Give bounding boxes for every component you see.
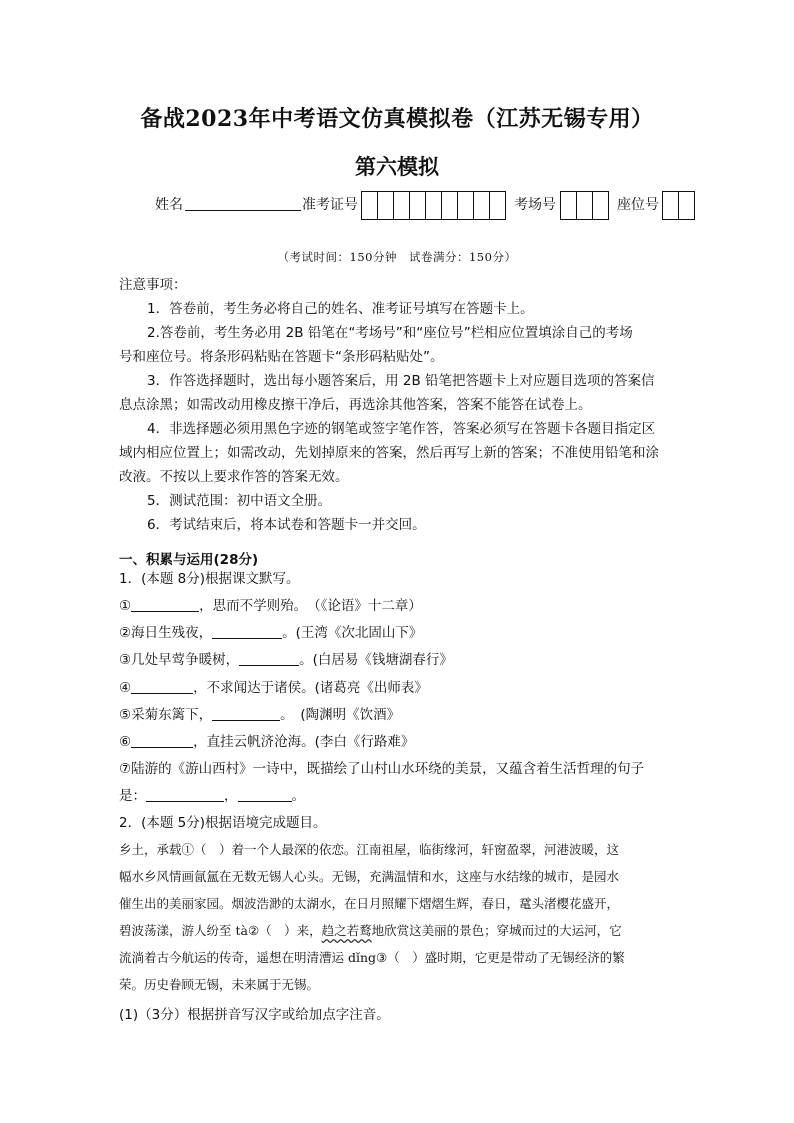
notice-item: 3．作答选择题时，选出每小题答案后，用 2B 铅笔把答题卡上对应题目选项的答案信 — [147, 373, 655, 389]
exam-time-score: （考试时间：150分钟 试卷满分：150分） — [277, 250, 517, 264]
notice-item: 4．非选择题必须用黑色字迹的钢笔或签字笔作答，答案必须写在答题卡各题目指定区 — [147, 421, 656, 437]
recitation-line-3: ③几处早莺争暖树， 。(白居易《钱塘湖春行》 — [119, 652, 453, 668]
answer-blank[interactable] — [212, 706, 280, 721]
candidate-info-row — [155, 191, 715, 223]
notice-item: 号和座位号。将条形码粘贴在答题卡“条形码粘贴处”。 — [119, 349, 444, 365]
passage-line: 幅水乡风情画氤氲在无数无锡人心头。无锡，充满温情和水，这座与水结缘的城市，是园水 — [119, 869, 620, 884]
notice-item: 改液。不按以上要求作答的答案无效。 — [119, 469, 349, 485]
passage-line: 流淌着古今航运的传奇，遥想在明清漕运 dǐng③（ ）盛时期，它更是带动了无锡经济的繁 — [119, 950, 625, 965]
answer-blank[interactable] — [238, 787, 292, 802]
passage-line: 乡土，承载①（ ）着一个人最深的依恋。江南祖屋，临街缘河，轩窗盈翠，河港波暖，这 — [119, 842, 620, 857]
name-field[interactable] — [185, 210, 301, 211]
passage-line: 碧波荡漾，游人纷至 tà②（ ）来，趋之若鹜地欣赏这美丽的景色；穿城而过的大运河，它 — [119, 923, 622, 938]
recitation-line-7: ⑦陆游的《游山西村》一诗中，既描绘了山村山水环绕的美景，又蕴含着生活哲理的句子 — [119, 761, 645, 777]
section-heading: 一、积累与运用(28分) — [119, 552, 259, 568]
recitation-line-1: ① ，思而不学则殆。 （《论语》十二章） — [119, 598, 422, 614]
recitation-line-2: ②海日生残夜， 。(王湾《次北固山下》 — [119, 625, 423, 641]
page-title: 备战2023年中考语文仿真模拟卷（江苏无锡专用） — [140, 106, 654, 132]
answer-blank[interactable] — [146, 787, 224, 802]
passage-line: 催生出的美丽家园。烟波浩渺的太湖水，在日月照耀下熠熠生辉，春日，鼋头渚樱花盛开， — [119, 896, 620, 911]
recitation-line-7-answer: 是： ， 。 — [119, 788, 305, 804]
notice-item: 6．考试结束后，将本试卷和答题卡一并交回。 — [147, 517, 426, 533]
notice-heading: 注意事项： — [119, 277, 187, 293]
seat-label: 座位号 — [617, 197, 659, 213]
notice-item: 域内相应位置上；如需改动，先划掉原来的答案，然后再写上新的答案；不准使用铅笔和涂 — [119, 445, 659, 461]
passage-line: 荣。历史眷顾无锡，未来属于无锡。 — [119, 977, 320, 992]
notice-item: 2.答卷前，考生务必用 2B 铅笔在“考场号”和“座位号”栏相应位置填涂自己的考场 — [147, 325, 633, 341]
recitation-line-6: ⑥ ，直挂云帆济沧海。(李白《行路难》 — [119, 734, 415, 750]
answer-blank[interactable] — [239, 651, 299, 666]
idiom-highlight: 趋之若鹜 — [321, 923, 372, 938]
seat-number-boxes[interactable] — [662, 191, 695, 220]
question-2-stem: 2．(本题 5分)根据语境完成题目。 — [119, 815, 327, 831]
ticket-label: 准考证号 — [302, 197, 358, 213]
ticket-number-boxes[interactable] — [361, 191, 506, 220]
notice-item: 息点涂黑；如需改动用橡皮擦干净后，再选涂其他答案，答案不能答在试卷上。 — [119, 397, 592, 413]
answer-blank[interactable] — [131, 597, 199, 612]
name-label: 姓名 — [155, 197, 183, 213]
notice-item: 1．答卷前，考生务必将自己的姓名、准考证号填写在答题卡上。 — [147, 301, 534, 317]
answer-blank[interactable] — [131, 679, 193, 694]
question-2-sub-1: (1)（3分）根据拼音写汉字或给加点字注音。 — [119, 1007, 390, 1023]
answer-blank[interactable] — [131, 733, 193, 748]
room-label: 考场号 — [514, 197, 556, 213]
reading-passage — [119, 840, 675, 1000]
room-number-boxes[interactable] — [560, 191, 609, 220]
recitation-line-5: ⑤采菊东篱下， 。 (陶渊明《饮酒》 — [119, 707, 401, 723]
notice-item: 5．测试范围：初中语文全册。 — [147, 493, 332, 509]
question-1-stem: 1．(本题 8分)根据课文默写。 — [119, 571, 300, 587]
recitation-line-4: ④ ，不求闻达于诸侯。(诸葛亮《出师表》 — [119, 680, 428, 696]
answer-blank[interactable] — [212, 624, 282, 639]
page-subtitle: 第六模拟 — [355, 154, 439, 179]
